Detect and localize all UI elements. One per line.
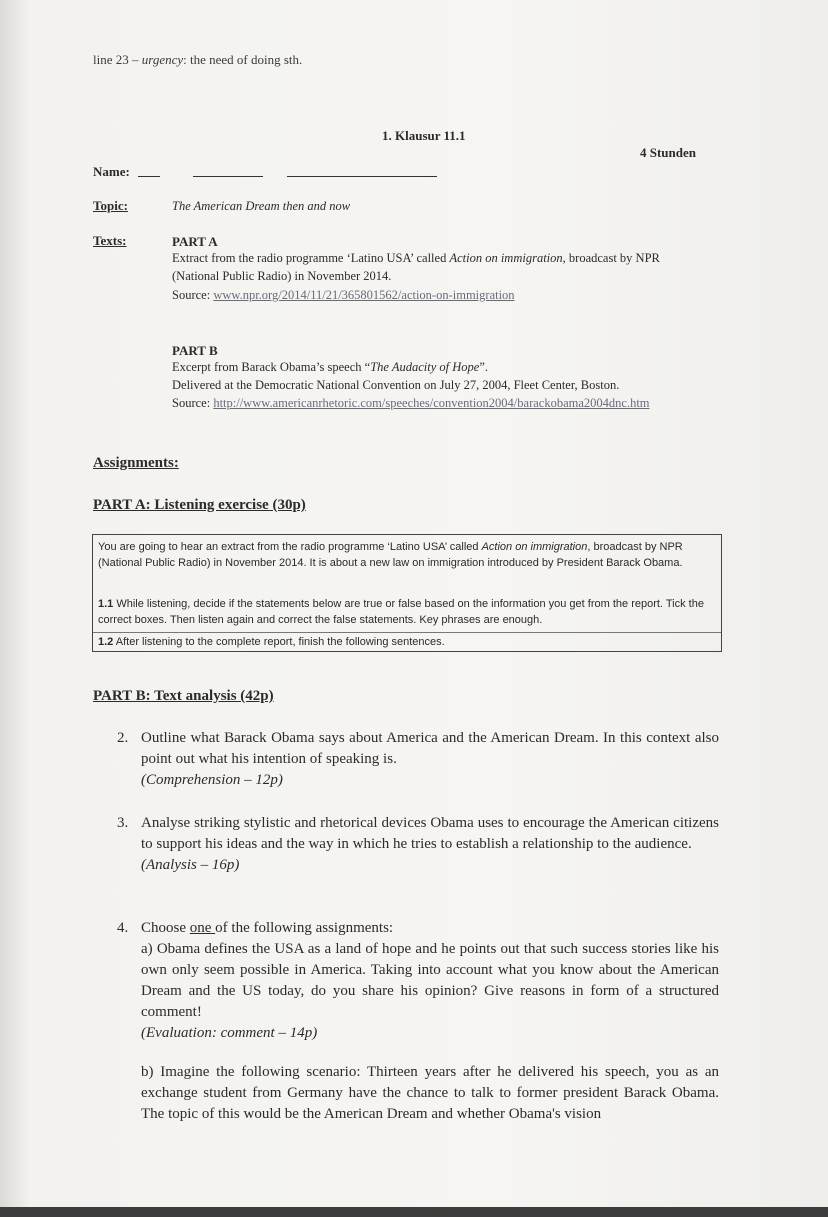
part-a-source-link[interactable]: www.npr.org/2014/11/21/365801562/action-on-immigration	[213, 288, 515, 302]
part-b-title: The Audacity of Hope	[370, 360, 480, 374]
task-1-2: 1.2 After listening to the complete report, finish the following sentences.	[98, 636, 445, 648]
part-a-title: Action on immigration	[449, 251, 563, 265]
part-a-heading: PART A	[172, 234, 218, 249]
assignments-heading: Assignments:	[93, 455, 179, 471]
part-b-source-link[interactable]: http://www.americanrhetoric.com/speeches/convention2004/barackobama2004dnc.htm	[213, 396, 650, 410]
note-prefix: line 23 –	[93, 52, 142, 67]
part-a-line1: Extract from the radio programme ‘Latino USA’ called Action on immigration, broadcast by NPR	[172, 251, 660, 265]
note-term: urgency	[141, 52, 184, 67]
part-a-source: Source: www.npr.org/2014/11/21/365801562/action-on-immigration	[172, 288, 515, 302]
option-a: a) Obama defines the USA as a land of hope and he points out that such success stories like his own only seem possible in America. Taking into account what you know about the American Dream and the US today, do you share his opinion? Give reasons in form of a structured comment!	[141, 941, 719, 1020]
name-blank-2	[193, 176, 263, 177]
page-bottom-edge	[0, 1207, 828, 1217]
option-b: b) Imagine the following scenario: Thirteen years after he delivered his speech, you as an exchange student from Germany have the chance to talk to former president Barack Obama. The topic of this would be the American Dream and whether Obama's vision	[141, 1064, 719, 1122]
listening-instructions-box	[92, 534, 722, 652]
topic-label: Topic:	[93, 198, 128, 213]
exam-duration: 4 Stunden	[640, 145, 696, 160]
choice-instruction: Choose one of the following assignments:	[141, 920, 394, 936]
item-number: 4.	[117, 920, 129, 936]
item-points-note: (Comprehension – 12p)	[141, 772, 283, 788]
option-a-points-note: (Evaluation: comment – 14p)	[141, 1025, 318, 1041]
box-divider	[93, 632, 721, 633]
vocabulary-note	[93, 52, 302, 68]
name-blank-3	[287, 176, 437, 177]
task-1-1: 1.1 While listening, decide if the statements below are true or false based on the information you get from the report. Tick the correct boxes. Then listen again and correct the false statements. Key phrases are enough.	[98, 598, 704, 626]
part-b-assignment-heading: PART B: Text analysis (42p)	[93, 688, 274, 704]
task-1-1-number: 1.1	[98, 598, 114, 610]
item-text	[141, 918, 719, 1125]
task-1-2-number: 1.2	[98, 636, 114, 648]
name-blank-1	[138, 176, 160, 177]
texts-label: Texts:	[93, 233, 127, 248]
topic-value: The American Dream then and now	[172, 199, 351, 213]
item-number: 2.	[117, 730, 129, 746]
item-text: Analyse striking stylistic and rhetorical devices Obama uses to encourage the American citizens to support his ideas and the way in which he tries to establish a relationship to the audience. (Analysis – 16p)	[141, 813, 719, 876]
item-text: Outline what Barack Obama says about America and the American Dream. In this context also point out what his intention of speaking is. (Comprehension – 12p)	[141, 728, 719, 791]
part-a-line2: (National Public Radio) in November 2014.	[172, 269, 392, 283]
part-b-heading: PART B	[172, 343, 218, 358]
item-number: 3.	[117, 815, 129, 831]
part-b-line2: Delivered at the Democratic National Convention on July 27, 2004, Fleet Center, Boston.	[172, 378, 620, 392]
part-b-line1: Excerpt from Barack Obama’s speech “The Audacity of Hope”.	[172, 360, 488, 374]
part-a-assignment-heading: PART A: Listening exercise (30p)	[93, 497, 306, 513]
listening-intro: You are going to hear an extract from the radio programme ‘Latino USA’ called Action on immigration, broadcast by NPR (National Public Radio) in November 2014. It is about a new law on immigration introduced by President Barack Obama.	[98, 541, 683, 569]
name-label: Name:	[93, 164, 130, 179]
part-b-source: Source: http://www.americanrhetoric.com/speeches/convention2004/barackobama2004dnc.htm	[172, 396, 650, 410]
exam-title: 1. Klausur 11.1	[382, 128, 466, 143]
item-points-note: (Analysis – 16p)	[141, 857, 240, 873]
note-definition: : the need of doing sth.	[183, 52, 303, 67]
